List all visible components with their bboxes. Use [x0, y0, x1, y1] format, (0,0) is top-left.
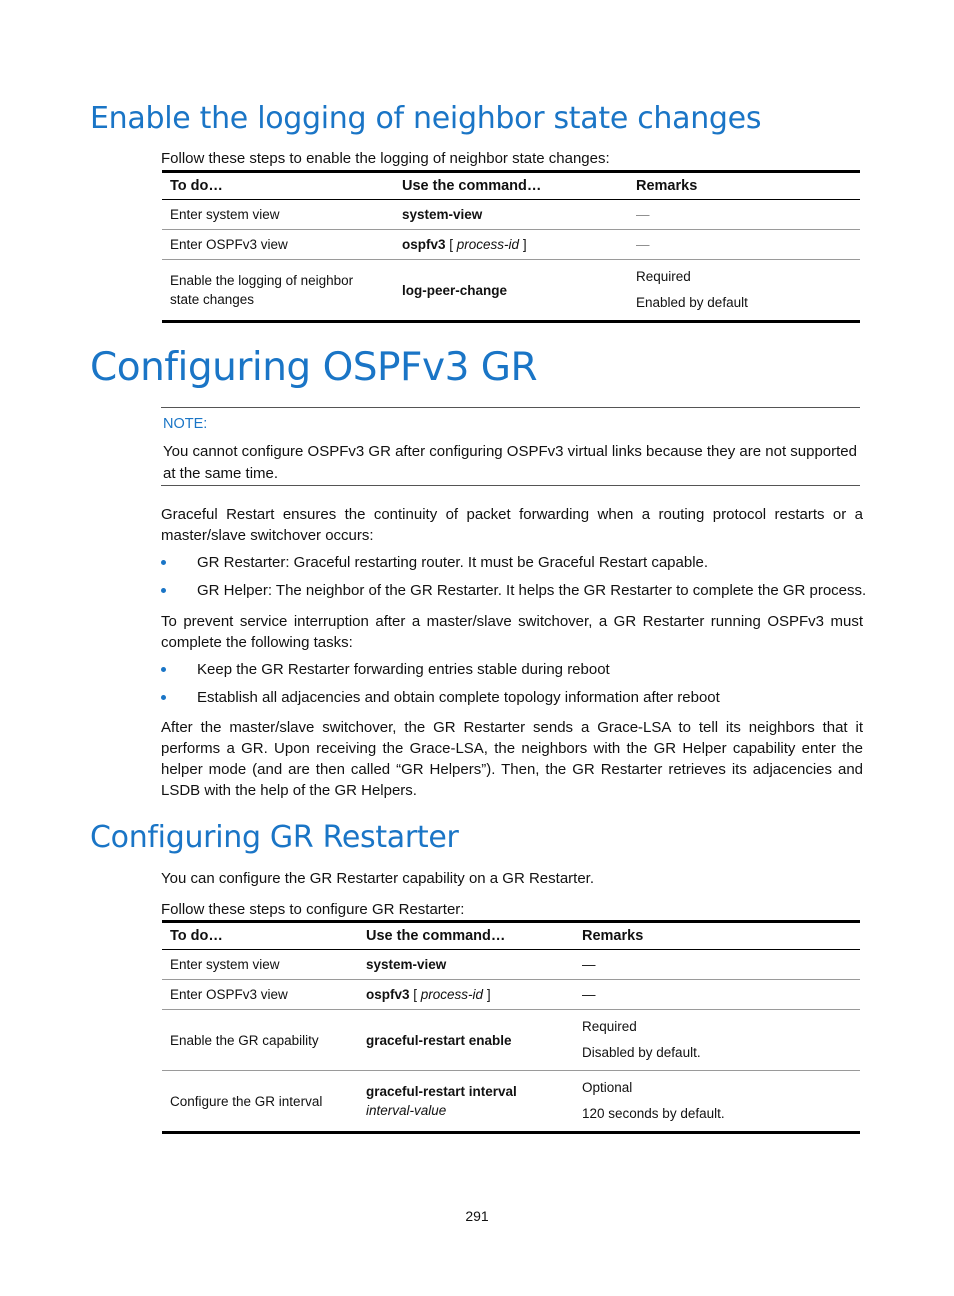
table-row [162, 260, 860, 322]
cell-todo: Enter system view [162, 200, 394, 230]
bullet-icon [161, 667, 166, 672]
bullet-icon [161, 695, 166, 700]
list-item-text: Establish all adjacencies and obtain complete topology information after reboot [197, 689, 720, 706]
remark-line: Required [582, 1019, 637, 1034]
gr-restarter-intro: You can configure the GR Restarter capability on a GR Restarter. [161, 870, 595, 887]
chapter-title: Configuring OSPFv3 GR [90, 345, 538, 390]
bullet-icon [161, 560, 166, 565]
cell-command [358, 1010, 574, 1071]
remark-line: Required [636, 269, 691, 284]
table-row [162, 1010, 860, 1071]
command-argument: process-id [456, 237, 520, 252]
list-item [161, 659, 863, 680]
cell-todo: Enter OSPFv3 view [162, 230, 394, 260]
remark-line: 120 seconds by default. [582, 1106, 725, 1121]
remark-line: Enabled by default [636, 295, 748, 310]
gr-restarter-command-table [162, 920, 860, 1134]
column-header-remarks: Remarks [574, 922, 860, 950]
cell-remarks [574, 1010, 860, 1071]
command-keyword: ospfv3 [402, 237, 446, 252]
cell-remarks [574, 1071, 860, 1133]
bracket-open: [ [409, 987, 421, 1002]
bracket-close: ] [519, 237, 527, 252]
cell-command [358, 1071, 574, 1133]
note-label: NOTE: [163, 416, 208, 432]
list-item-text: GR Restarter: Graceful restarting router. It must be Graceful Restart capable. [197, 554, 709, 571]
command-argument: process-id [420, 987, 484, 1002]
cell-remarks: — [628, 200, 860, 230]
table-row [162, 230, 860, 260]
column-header-remarks: Remarks [628, 172, 860, 200]
cell-todo: Enter OSPFv3 view [162, 980, 358, 1010]
column-header-todo: To do… [162, 922, 358, 950]
logging-intro: Follow these steps to enable the logging of neighbor state changes: [161, 150, 610, 167]
bullet-icon [161, 588, 166, 593]
bracket-open: [ [445, 237, 457, 252]
note-text: You cannot configure OSPFv3 GR after configuring OSPFv3 virtual links because they are not supported at the same time. [163, 443, 857, 482]
remark-line: Disabled by default. [582, 1045, 701, 1060]
cell-command [394, 200, 628, 230]
command-keyword: log-peer-change [402, 282, 508, 298]
cell-todo: Enable the GR capability [162, 1010, 358, 1071]
list-item [161, 580, 867, 601]
command-keyword: graceful-restart enable [366, 1032, 512, 1048]
section-heading-gr-restarter: Configuring GR Restarter [90, 820, 459, 855]
note-box [161, 407, 860, 486]
cell-command [358, 980, 574, 1010]
cell-todo: Configure the GR interval [162, 1071, 358, 1133]
cell-todo: Enter system view [162, 950, 358, 980]
list-item [161, 552, 863, 573]
bracket-close: ] [483, 987, 491, 1002]
table-row [162, 200, 860, 230]
cell-command [394, 260, 628, 322]
cell-remarks: — [628, 230, 860, 260]
tasks-paragraph: To prevent service interruption after a master/slave switchover, a GR Restarter running OSPFv3 must complete the following tasks: [161, 613, 863, 651]
command-keyword: ospfv3 [366, 987, 410, 1002]
column-header-command: Use the command… [358, 922, 574, 950]
cell-command [394, 230, 628, 260]
table-row [162, 1071, 860, 1133]
table-header-row [162, 922, 860, 950]
section-heading-logging: Enable the logging of neighbor state changes [90, 101, 762, 136]
table-row [162, 950, 860, 980]
cell-remarks: — [574, 950, 860, 980]
gr-restarter-steps-intro: Follow these steps to configure GR Restarter: [161, 901, 465, 918]
page-number: 291 [465, 1208, 489, 1224]
table-header-row [162, 172, 860, 200]
cell-remarks [628, 260, 860, 322]
cell-todo: Enable the logging of neighbor state changes [162, 260, 394, 322]
column-header-command: Use the command… [394, 172, 628, 200]
command-keyword: graceful-restart interval [366, 1084, 517, 1099]
command-argument: interval-value [366, 1103, 447, 1118]
table-row [162, 980, 860, 1010]
list-item-text: Keep the GR Restarter forwarding entries stable during reboot [197, 661, 610, 678]
gr-paragraph: Graceful Restart ensures the continuity of packet forwarding when a routing protocol restarts or a master/slave switchover occurs: [161, 506, 863, 544]
remark-line: Optional [582, 1080, 633, 1095]
list-item-text: GR Helper: The neighbor of the GR Restarter. It helps the GR Restarter to complete the GR process. [197, 582, 867, 599]
switchover-paragraph: After the master/slave switchover, the GR Restarter sends a Grace-LSA to tell its neighbors that it performs a GR. Upon receiving the Grace-LSA, the neighbors with the GR Helper capability enter the helper mode (and are then called “GR Helpers”). Then, the GR Restarter retrieves its adjacencies and LSDB with the help of the GR Helpers. [161, 719, 863, 799]
cell-remarks: — [574, 980, 860, 1010]
column-header-todo: To do… [162, 172, 394, 200]
cell-command [358, 950, 574, 980]
list-item [161, 687, 863, 708]
command-keyword: system-view [366, 957, 447, 972]
logging-command-table [162, 170, 860, 323]
command-keyword: system-view [402, 207, 483, 222]
